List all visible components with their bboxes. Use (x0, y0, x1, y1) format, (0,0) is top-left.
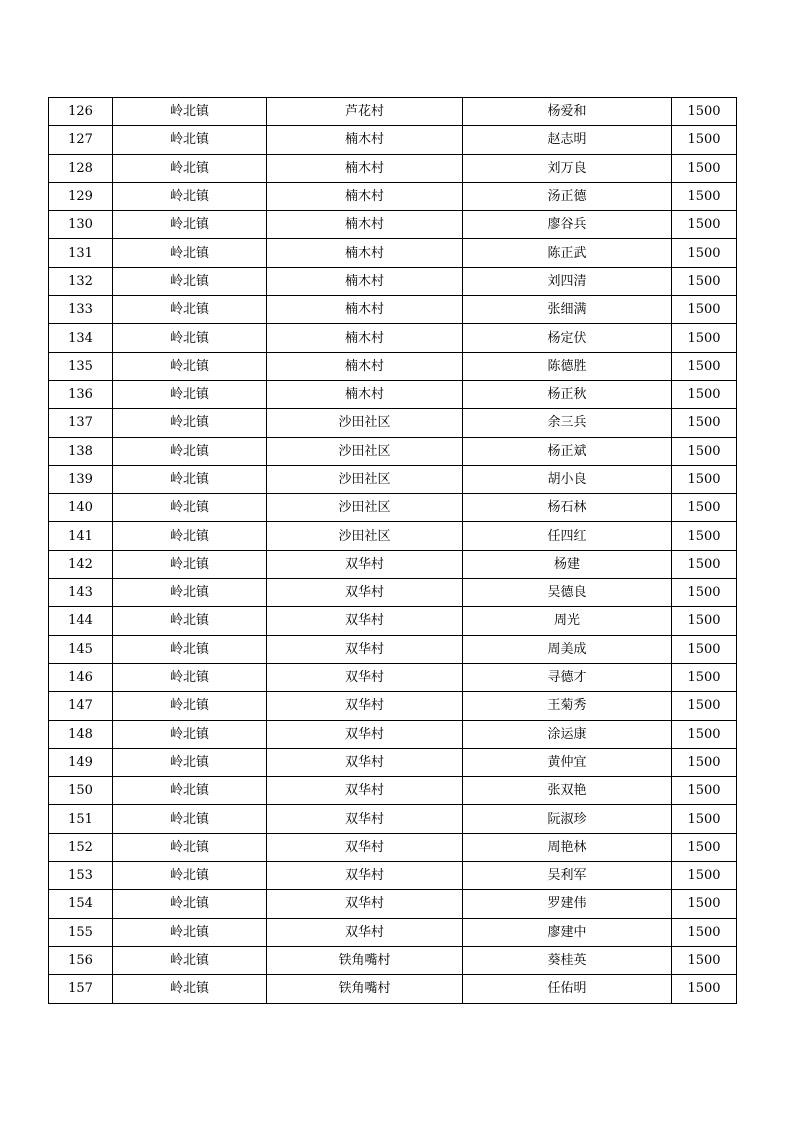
amount-cell: 1500 (672, 550, 737, 578)
amount-cell: 1500 (672, 154, 737, 182)
row-number-cell: 144 (49, 607, 113, 635)
village-cell: 双华村 (267, 748, 463, 776)
town-cell: 岭北镇 (113, 607, 267, 635)
village-cell: 双华村 (267, 720, 463, 748)
town-cell: 岭北镇 (113, 663, 267, 691)
amount-cell: 1500 (672, 975, 737, 1003)
table-row (49, 833, 737, 861)
name-cell: 汤正德 (463, 182, 672, 210)
table-row (49, 437, 737, 465)
row-number-cell: 126 (49, 98, 113, 126)
table-row (49, 918, 737, 946)
amount-cell: 1500 (672, 239, 737, 267)
amount-cell: 1500 (672, 692, 737, 720)
table-row (49, 182, 737, 210)
name-cell: 任四红 (463, 522, 672, 550)
name-cell: 杨正秋 (463, 380, 672, 408)
amount-cell: 1500 (672, 324, 737, 352)
amount-cell: 1500 (672, 296, 737, 324)
name-cell: 周美成 (463, 635, 672, 663)
town-cell: 岭北镇 (113, 182, 267, 210)
table-row (49, 720, 737, 748)
row-number-cell: 147 (49, 692, 113, 720)
table-row (49, 607, 737, 635)
village-cell: 双华村 (267, 607, 463, 635)
town-cell: 岭北镇 (113, 267, 267, 295)
row-number-cell: 157 (49, 975, 113, 1003)
town-cell: 岭北镇 (113, 437, 267, 465)
table-row (49, 352, 737, 380)
table-row (49, 296, 737, 324)
document-page (48, 97, 736, 1004)
table-row (49, 522, 737, 550)
name-cell: 余三兵 (463, 409, 672, 437)
village-cell: 双华村 (267, 833, 463, 861)
village-cell: 楠木村 (267, 324, 463, 352)
row-number-cell: 152 (49, 833, 113, 861)
row-number-cell: 149 (49, 748, 113, 776)
table-row (49, 211, 737, 239)
amount-cell: 1500 (672, 890, 737, 918)
town-cell: 岭北镇 (113, 748, 267, 776)
name-cell: 胡小良 (463, 465, 672, 493)
row-number-cell: 142 (49, 550, 113, 578)
name-cell: 罗建伟 (463, 890, 672, 918)
village-cell: 楠木村 (267, 267, 463, 295)
amount-cell: 1500 (672, 777, 737, 805)
table-row (49, 777, 737, 805)
town-cell: 岭北镇 (113, 522, 267, 550)
town-cell: 岭北镇 (113, 918, 267, 946)
row-number-cell: 137 (49, 409, 113, 437)
name-cell: 廖建中 (463, 918, 672, 946)
village-cell: 楠木村 (267, 182, 463, 210)
row-number-cell: 134 (49, 324, 113, 352)
village-cell: 双华村 (267, 663, 463, 691)
town-cell: 岭北镇 (113, 975, 267, 1003)
amount-cell: 1500 (672, 720, 737, 748)
table-row (49, 324, 737, 352)
table-row (49, 380, 737, 408)
town-cell: 岭北镇 (113, 579, 267, 607)
row-number-cell: 129 (49, 182, 113, 210)
row-number-cell: 128 (49, 154, 113, 182)
name-cell: 周光 (463, 607, 672, 635)
row-number-cell: 150 (49, 777, 113, 805)
row-number-cell: 143 (49, 579, 113, 607)
village-cell: 楠木村 (267, 296, 463, 324)
amount-cell: 1500 (672, 380, 737, 408)
village-cell: 沙田社区 (267, 465, 463, 493)
town-cell: 岭北镇 (113, 550, 267, 578)
row-number-cell: 154 (49, 890, 113, 918)
town-cell: 岭北镇 (113, 126, 267, 154)
row-number-cell: 141 (49, 522, 113, 550)
name-cell: 刘万良 (463, 154, 672, 182)
row-number-cell: 153 (49, 862, 113, 890)
village-cell: 双华村 (267, 862, 463, 890)
amount-cell: 1500 (672, 98, 737, 126)
village-cell: 沙田社区 (267, 409, 463, 437)
table-row (49, 663, 737, 691)
amount-cell: 1500 (672, 465, 737, 493)
name-cell: 任佑明 (463, 975, 672, 1003)
name-cell: 吴利军 (463, 862, 672, 890)
table-row (49, 126, 737, 154)
table-row (49, 890, 737, 918)
amount-cell: 1500 (672, 409, 737, 437)
name-cell: 周艳林 (463, 833, 672, 861)
village-cell: 沙田社区 (267, 437, 463, 465)
row-number-cell: 148 (49, 720, 113, 748)
table-row (49, 579, 737, 607)
amount-cell: 1500 (672, 862, 737, 890)
name-cell: 阮淑珍 (463, 805, 672, 833)
row-number-cell: 133 (49, 296, 113, 324)
village-cell: 楠木村 (267, 380, 463, 408)
row-number-cell: 131 (49, 239, 113, 267)
name-cell: 陈德胜 (463, 352, 672, 380)
village-cell: 芦花村 (267, 98, 463, 126)
town-cell: 岭北镇 (113, 380, 267, 408)
name-cell: 黄仲宜 (463, 748, 672, 776)
amount-cell: 1500 (672, 182, 737, 210)
village-cell: 沙田社区 (267, 494, 463, 522)
name-cell: 杨定伏 (463, 324, 672, 352)
name-cell: 涂运康 (463, 720, 672, 748)
village-cell: 双华村 (267, 635, 463, 663)
town-cell: 岭北镇 (113, 324, 267, 352)
town-cell: 岭北镇 (113, 98, 267, 126)
amount-cell: 1500 (672, 437, 737, 465)
town-cell: 岭北镇 (113, 862, 267, 890)
village-cell: 楠木村 (267, 154, 463, 182)
amount-cell: 1500 (672, 267, 737, 295)
village-cell: 双华村 (267, 579, 463, 607)
town-cell: 岭北镇 (113, 239, 267, 267)
town-cell: 岭北镇 (113, 296, 267, 324)
name-cell: 吴德良 (463, 579, 672, 607)
row-number-cell: 146 (49, 663, 113, 691)
name-cell: 杨正斌 (463, 437, 672, 465)
row-number-cell: 139 (49, 465, 113, 493)
table-row (49, 267, 737, 295)
table-row (49, 409, 737, 437)
amount-cell: 1500 (672, 833, 737, 861)
table-body (49, 98, 737, 1004)
town-cell: 岭北镇 (113, 890, 267, 918)
row-number-cell: 135 (49, 352, 113, 380)
town-cell: 岭北镇 (113, 494, 267, 522)
village-cell: 楠木村 (267, 352, 463, 380)
village-cell: 双华村 (267, 890, 463, 918)
table-row (49, 805, 737, 833)
row-number-cell: 151 (49, 805, 113, 833)
name-cell: 赵志明 (463, 126, 672, 154)
table-row (49, 946, 737, 974)
name-cell: 杨爱和 (463, 98, 672, 126)
row-number-cell: 136 (49, 380, 113, 408)
table-row (49, 748, 737, 776)
village-cell: 楠木村 (267, 239, 463, 267)
row-number-cell: 130 (49, 211, 113, 239)
amount-cell: 1500 (672, 946, 737, 974)
row-number-cell: 155 (49, 918, 113, 946)
village-cell: 双华村 (267, 692, 463, 720)
table-row (49, 465, 737, 493)
row-number-cell: 145 (49, 635, 113, 663)
table-row (49, 550, 737, 578)
town-cell: 岭北镇 (113, 409, 267, 437)
village-cell: 双华村 (267, 777, 463, 805)
town-cell: 岭北镇 (113, 635, 267, 663)
name-cell: 张双艳 (463, 777, 672, 805)
table-row (49, 239, 737, 267)
town-cell: 岭北镇 (113, 946, 267, 974)
subsidy-table (48, 97, 737, 1004)
name-cell: 杨建 (463, 550, 672, 578)
village-cell: 双华村 (267, 805, 463, 833)
town-cell: 岭北镇 (113, 833, 267, 861)
amount-cell: 1500 (672, 805, 737, 833)
amount-cell: 1500 (672, 663, 737, 691)
village-cell: 双华村 (267, 918, 463, 946)
town-cell: 岭北镇 (113, 154, 267, 182)
town-cell: 岭北镇 (113, 720, 267, 748)
row-number-cell: 138 (49, 437, 113, 465)
amount-cell: 1500 (672, 522, 737, 550)
row-number-cell: 156 (49, 946, 113, 974)
name-cell: 王菊秀 (463, 692, 672, 720)
amount-cell: 1500 (672, 494, 737, 522)
town-cell: 岭北镇 (113, 352, 267, 380)
name-cell: 陈正武 (463, 239, 672, 267)
name-cell: 刘四清 (463, 267, 672, 295)
name-cell: 杨石林 (463, 494, 672, 522)
village-cell: 楠木村 (267, 126, 463, 154)
village-cell: 双华村 (267, 550, 463, 578)
name-cell: 张细满 (463, 296, 672, 324)
town-cell: 岭北镇 (113, 211, 267, 239)
amount-cell: 1500 (672, 918, 737, 946)
row-number-cell: 127 (49, 126, 113, 154)
village-cell: 沙田社区 (267, 522, 463, 550)
amount-cell: 1500 (672, 607, 737, 635)
table-row (49, 692, 737, 720)
name-cell: 葵桂英 (463, 946, 672, 974)
amount-cell: 1500 (672, 635, 737, 663)
amount-cell: 1500 (672, 211, 737, 239)
table-row (49, 635, 737, 663)
table-row (49, 862, 737, 890)
name-cell: 寻德才 (463, 663, 672, 691)
amount-cell: 1500 (672, 748, 737, 776)
village-cell: 铁角嘴村 (267, 975, 463, 1003)
amount-cell: 1500 (672, 126, 737, 154)
row-number-cell: 132 (49, 267, 113, 295)
town-cell: 岭北镇 (113, 805, 267, 833)
amount-cell: 1500 (672, 352, 737, 380)
town-cell: 岭北镇 (113, 465, 267, 493)
table-row (49, 98, 737, 126)
table-row (49, 494, 737, 522)
village-cell: 楠木村 (267, 211, 463, 239)
row-number-cell: 140 (49, 494, 113, 522)
village-cell: 铁角嘴村 (267, 946, 463, 974)
table-row (49, 154, 737, 182)
town-cell: 岭北镇 (113, 692, 267, 720)
table-row (49, 975, 737, 1003)
name-cell: 廖谷兵 (463, 211, 672, 239)
amount-cell: 1500 (672, 579, 737, 607)
town-cell: 岭北镇 (113, 777, 267, 805)
